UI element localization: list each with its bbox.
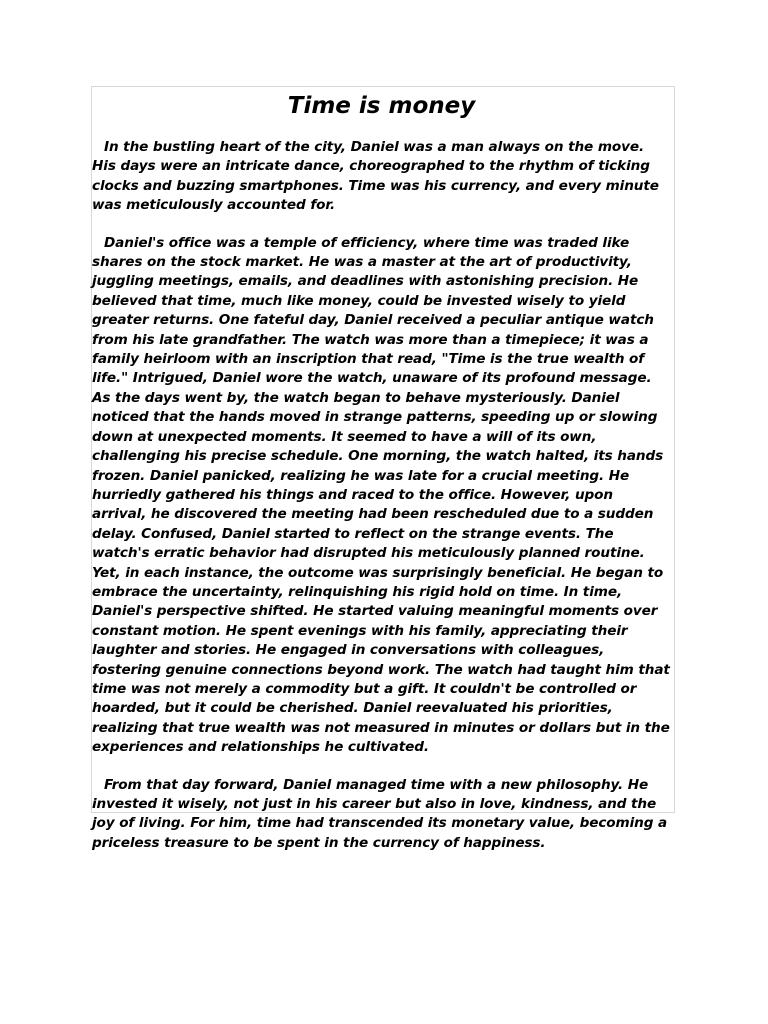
- paragraph-2: Daniel's office was a temple of efficiency, where time was traded like shares on the stock market. He was a master at the art of productivity, juggling meetings, emails, and deadlines with astonishing precision. He believed that time, much like money, could be invested wisely to yield greater returns. One fateful day, Daniel received a peculiar antique watch from his late grandfather. The watch was more than a timepiece; it was a family heirloom with an inscription that read, "Time is the true wealth of life." Intrigued, Daniel wore the watch, unaware of its profound message. As the days went by, the watch began to behave mysteriously. Daniel noticed that the hands moved in strange patterns, speeding up or slowing down at unexpected moments. It seemed to have a will of its own, challenging his precise schedule. One morning, the watch halted, its hands frozen. Daniel panicked, realizing he was late for a crucial meeting. He hurriedly gathered his things and raced to the office. However, upon arrival, he discovered the meeting had been rescheduled due to a sudden delay. Confused, Daniel started to reflect on the strange events. The watch's erratic behavior had disrupted his meticulously planned routine. Yet, in each instance, the outcome was surprisingly beneficial. He began to embrace the uncertainty, relinquishing his rigid hold on time. In time, Daniel's perspective shifted. He started valuing meaningful moments over constant motion. He spent evenings with his family, appreciating their laughter and stories. He engaged in conversations with colleagues, fostering genuine connections beyond work. The watch had taught him that time was not merely a commodity but a gift. It couldn't be controlled or hoarded, but it could be cherished. Daniel reevaluated his priorities, realizing that true wealth was not measured in minutes or dollars but in the experiences and relationships he cultivated.: [92, 234, 670, 756]
- document-text-box: [91, 86, 675, 851]
- paragraph-3: From that day forward, Daniel managed time with a new philosophy. He invested it wisely, not just in his career but also in love, kindness, and the joy of living. For him, time had transcended its monetary value, becoming a priceless treasure to be spent in the currency of happiness.: [92, 776, 668, 851]
- paragraph-1: In the bustling heart of the city, Daniel was a man always on the move. His days were an intricate dance, choreographed to the rhythm of ticking clocks and buzzing smartphones. Time was his currency, and every minute was meticulously accounted for.: [92, 139, 659, 214]
- document-title: Time is money: [287, 93, 476, 119]
